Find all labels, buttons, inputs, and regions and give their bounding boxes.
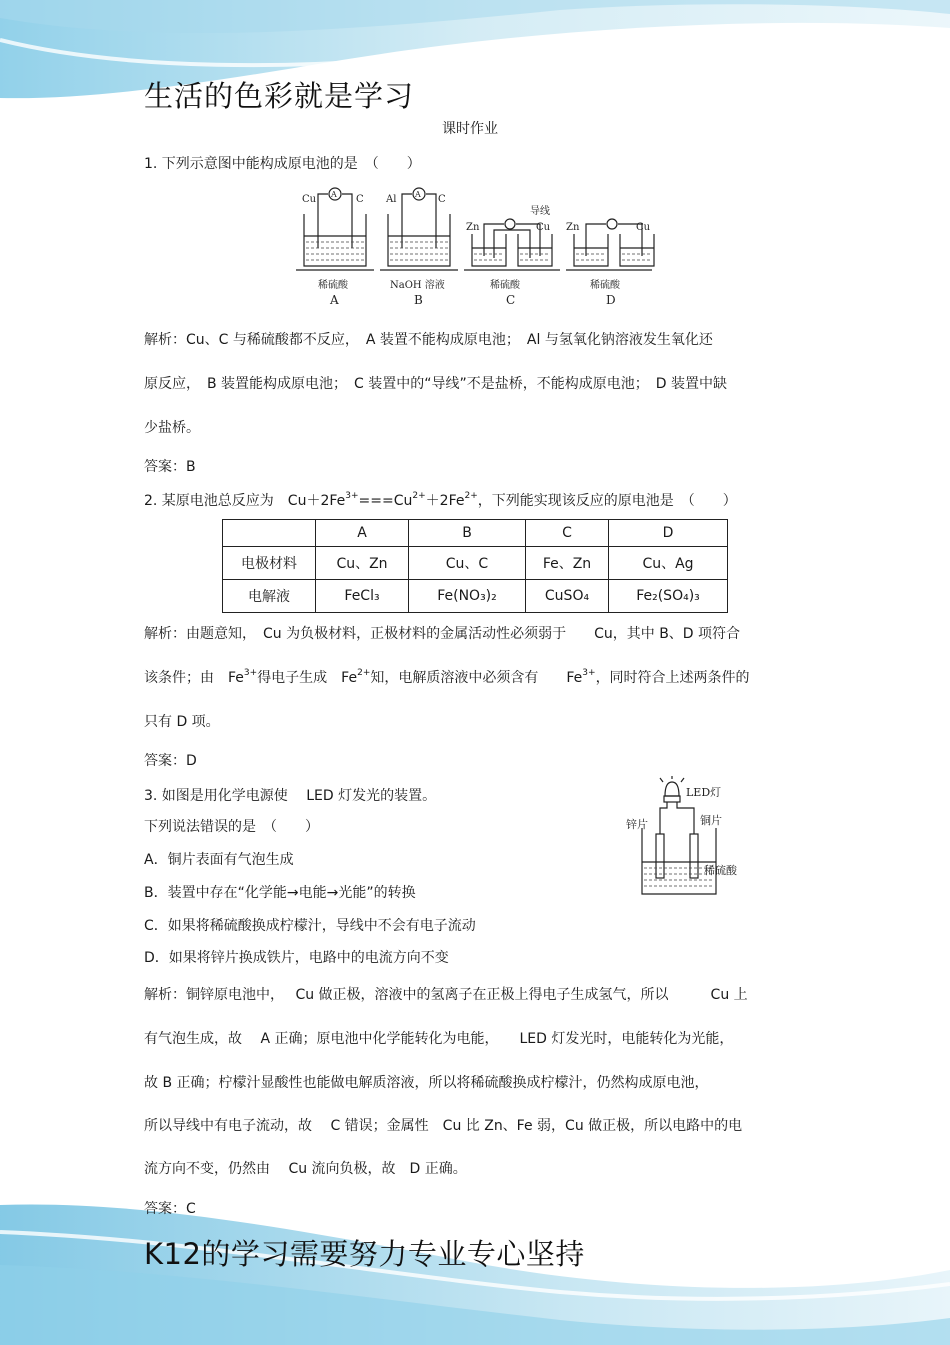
q3-analysis-line-5: 流方向不变，仍然由 Cu 流向负极，故 D 正确。: [144, 1161, 467, 1177]
page-subtitle: 课时作业: [442, 121, 498, 137]
table-cell: Cu、Ag: [609, 547, 728, 580]
fig-acid-label: 稀硫酸: [704, 864, 737, 877]
fig-led-label: LED灯: [686, 786, 722, 799]
q2-stem-mid2: ＋2Fe: [425, 493, 465, 509]
q1-analysis-line-3: 少盐桥。: [144, 420, 200, 436]
table-row: [223, 580, 728, 613]
fig-c-solution: 稀硫酸: [490, 280, 520, 291]
table-header-cell: A: [316, 520, 409, 547]
q3-option-c: C．如果将稀硫酸换成柠檬汁，导线中不会有电子流动: [144, 918, 476, 934]
fig-c-zn-label: Zn: [466, 222, 480, 233]
table-cell: 电解液: [223, 580, 316, 613]
q2-options-table: [222, 519, 728, 613]
table-cell: CuSO₄: [526, 580, 609, 613]
q1-answer: 答案：B: [144, 459, 196, 475]
table-cell: Cu、Zn: [316, 547, 409, 580]
fig-d-solution: 稀硫酸: [590, 280, 620, 291]
fig-zinc-label: 锌片: [626, 818, 648, 831]
q2-analysis-2a: 该条件；由 Fe: [144, 670, 244, 686]
fig-d-cu-label: Cu: [636, 222, 651, 233]
fig-d-option: D: [606, 293, 616, 307]
q3-analysis-line-4: 所以导线中有电子流动，故 C 错误；金属性 Cu 比 Zn、Fe 弱，Cu 做正极，所以电路中的电: [144, 1118, 743, 1134]
q2-stem: [144, 490, 737, 510]
q2-stem-sup-2: 2+: [412, 491, 426, 501]
q3-analysis-line-2: 有气泡生成，故 A 正确；原电池中化学能转化为电能， LED 灯发光时，电能转化为光能，: [144, 1031, 734, 1047]
q3-option-a: A．铜片表面有气泡生成: [144, 852, 294, 868]
q2-analysis-line-2: [144, 667, 750, 687]
q3-stem-line-1: 3. 如图是用化学电源使 LED 灯发光的装置。: [144, 788, 437, 804]
q1-analysis-line-2: 原反应， B 装置能构成原电池； C 装置中的“导线”不是盐桥，不能构成原电池； D 装置中缺: [144, 376, 728, 392]
table-cell: Fe(NO₃)₂: [409, 580, 526, 613]
fig-a-meter-label: A: [331, 190, 337, 199]
q3-analysis-line-3: 故 B 正确；柠檬汁显酸性也能做电解质溶液，所以将稀硫酸换成柠檬汁，仍然构成原电池，: [144, 1075, 709, 1091]
q2-answer: 答案：D: [144, 753, 197, 769]
table-cell: Fe₂(SO₄)₃: [609, 580, 728, 613]
fig-a-left-label: Cu: [302, 194, 317, 205]
q2-stem-sup-1: 3+: [345, 491, 359, 501]
q3-answer: 答案：C: [144, 1201, 196, 1217]
q1-stem: 1. 下列示意图中能构成原电池的是 （ ）: [144, 156, 421, 172]
fig-wire-label: 导线: [530, 206, 550, 217]
table-row: [223, 547, 728, 580]
fig-b-option: B: [414, 293, 423, 307]
table-cell: FeCl₃: [316, 580, 409, 613]
q2-stem-mid: ===Cu: [358, 493, 413, 509]
fig-a-right-label: C: [356, 194, 364, 205]
table-header-cell: D: [609, 520, 728, 547]
header-banner: 生活的色彩就是学习: [144, 79, 415, 113]
fig-a-option: A: [330, 293, 339, 307]
fig-a-solution: 稀硫酸: [318, 280, 348, 291]
q2-analysis-2b: 得电子生成 Fe: [257, 670, 358, 686]
table-header-cell: B: [409, 520, 526, 547]
table-header-row: [223, 520, 728, 547]
q2-stem-sup-3: 2+: [464, 491, 478, 501]
q3-option-b: B．装置中存在“化学能→电能→光能”的转换: [144, 885, 416, 901]
q2-analysis-line-1: 解析：由题意知， Cu 为负极材料，正极材料的金属活动性必须弱于 Cu，其中 B、D 项符合: [144, 626, 741, 642]
fig-d-zn-label: Zn: [566, 222, 580, 233]
q3-stem-line-2: 下列说法错误的是 （ ）: [144, 819, 319, 835]
table-header-cell: C: [526, 520, 609, 547]
q3-option-d: D．如果将锌片换成铁片，电路中的电流方向不变: [144, 950, 449, 966]
q2-stem-pre: 2. 某原电池总反应为 Cu＋2Fe: [144, 493, 346, 509]
q1-analysis-line-1: 解析：Cu、C 与稀硫酸都不反应， A 装置不能构成原电池； Al 与氢氧化钠溶液发生氧化还: [144, 332, 713, 348]
q1-figure: [290, 186, 660, 310]
fig-copper-label: 铜片: [700, 814, 722, 827]
q2-stem-post: ，下列能实现该反应的原电池是 （ ）: [477, 493, 737, 509]
table-cell: 电极材料: [223, 547, 316, 580]
table-header-cell: [223, 520, 316, 547]
fig-b-left-label: Al: [386, 194, 397, 205]
table-cell: Fe、Zn: [526, 547, 609, 580]
q2-analysis-sup-2: 2+: [357, 668, 371, 678]
q2-analysis-sup-1: 3+: [243, 668, 258, 678]
q3-analysis-line-1: 解析：铜锌原电池中， Cu 做正极，溶液中的氢离子在正极上得电子生成氢气，所以 Cu 上: [144, 987, 748, 1003]
q2-analysis-sup-3: 3+: [582, 668, 596, 678]
fig-b-solution: NaOH 溶液: [390, 280, 445, 291]
fig-b-meter-label: A: [415, 190, 421, 199]
fig-b-right-label: C: [438, 194, 446, 205]
fig-c-cu-label: Cu: [536, 222, 551, 233]
q3-led-figure: [620, 776, 770, 902]
q2-analysis-line-3: 只有 D 项。: [144, 714, 220, 730]
q2-analysis-2d: ，同时符合上述两条件的: [595, 670, 750, 686]
q2-analysis-2c: 知，电解质溶液中必须含有 Fe: [370, 670, 583, 686]
fig-c-option: C: [506, 293, 516, 307]
table-cell: Cu、C: [409, 547, 526, 580]
footer-banner: K12的学习需要努力专业专心坚持: [144, 1237, 585, 1271]
